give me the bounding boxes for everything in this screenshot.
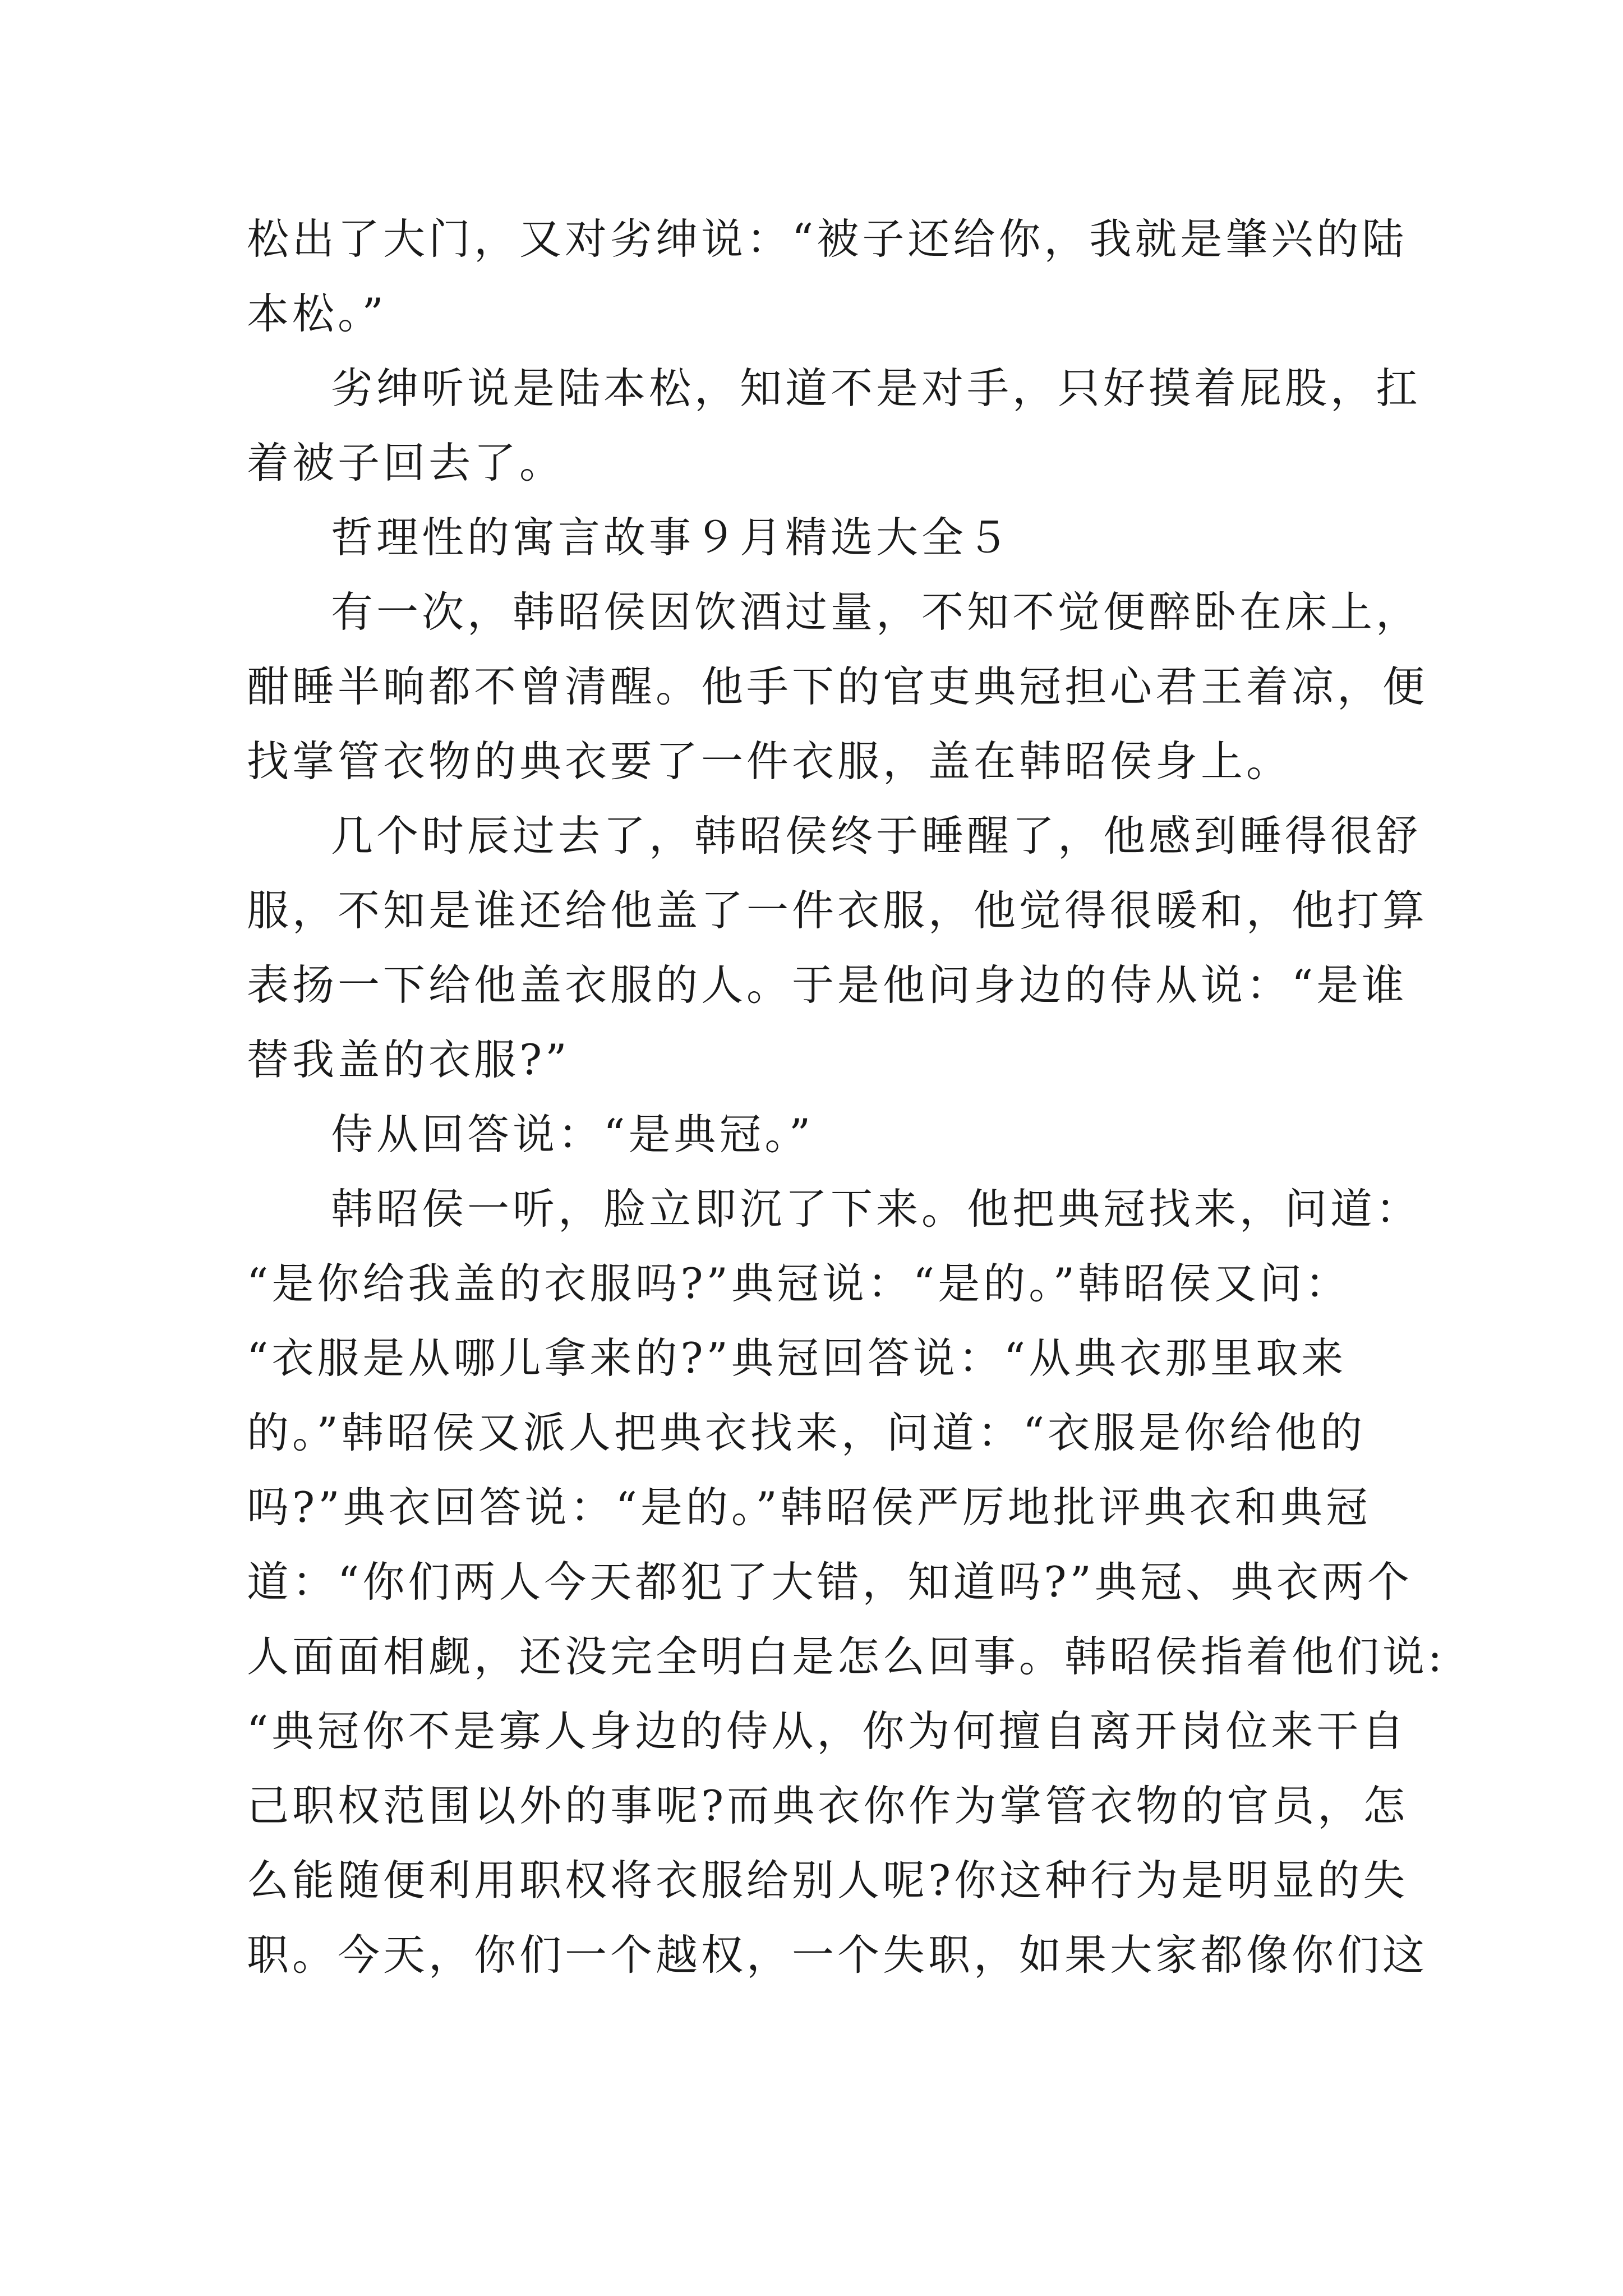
section-heading xyxy=(247,500,1380,575)
text-line: 本松。” xyxy=(247,289,387,338)
text-line: “衣服是从哪儿拿来的?”典冠回答说：“从典衣那里取来 xyxy=(247,1333,1347,1383)
text-line: 有一次，韩昭侯因饮酒过量，不知不觉便醉卧在床上， xyxy=(331,587,1422,637)
text-line: 替我盖的衣服?” xyxy=(247,1035,570,1084)
heading-text: 哲理性的寓言故事９月精选大全５ xyxy=(331,513,1013,562)
text-line: 服，不知是谁还给他盖了一件衣服，他觉得很暖和，他打算 xyxy=(247,886,1428,935)
text-line: 找掌管衣物的典衣要了一件衣服，盖在韩昭侯身上。 xyxy=(247,737,1292,786)
text-line: 职。今天，你们一个越权，一个失职，如果大家都像你们这 xyxy=(247,1930,1428,1980)
text-line: 么能随便利用职权将衣服给别人呢?你这种行为是明显的失 xyxy=(247,1856,1409,1905)
text-line: 表扬一下给他盖衣服的人。于是他问身边的侍从说：“是谁 xyxy=(247,960,1408,1010)
text-line: 劣绅听说是陆本松，知道不是对手，只好摸着屁股，扛 xyxy=(331,364,1422,413)
paragraph xyxy=(247,202,1408,351)
text-line: “典冠你不是寡人身边的侍从，你为何擅自离开岗位来干自 xyxy=(247,1706,1408,1756)
text-line: 着被子回去了。 xyxy=(247,438,565,487)
text-line: “是你给我盖的衣服吗?”典冠说：“是的。”韩昭侯又问： xyxy=(247,1259,1351,1308)
paragraph xyxy=(247,1172,1446,1993)
paragraph xyxy=(247,1097,1380,1172)
text-line: 人面面相觑，还没完全明白是怎么回事。韩昭侯指着他们说: xyxy=(247,1632,1446,1681)
text-line: 道：“你们两人今天都犯了大错，知道吗?”典冠、典衣两个 xyxy=(247,1557,1413,1607)
document-body xyxy=(247,202,1446,1993)
text-line: 吗?”典衣回答说：“是的。”韩昭侯严厉地批评典衣和典冠 xyxy=(247,1483,1371,1532)
paragraph xyxy=(247,351,1422,500)
text-line: 酣睡半晌都不曾清醒。他手下的官吏典冠担心君王着凉，便 xyxy=(247,662,1428,711)
text-line: 的。”韩昭侯又派人把典衣找来，问道：“衣服是你给他的 xyxy=(247,1408,1366,1457)
text-line: 韩昭侯一听，脸立即沉了下来。他把典冠找来，问道： xyxy=(331,1184,1422,1234)
text-line: 松出了大门，又对劣绅说：“被子还给你，我就是肇兴的陆 xyxy=(247,214,1408,264)
paragraph xyxy=(247,799,1428,1097)
text-line: 侍从回答说：“是典冠。” xyxy=(331,1110,814,1159)
text-line: 几个时辰过去了，韩昭侯终于睡醒了，他感到睡得很舒 xyxy=(331,811,1422,861)
text-line: 己职权范围以外的事呢?而典衣你作为掌管衣物的官员，怎 xyxy=(247,1781,1409,1830)
paragraph xyxy=(247,575,1428,799)
